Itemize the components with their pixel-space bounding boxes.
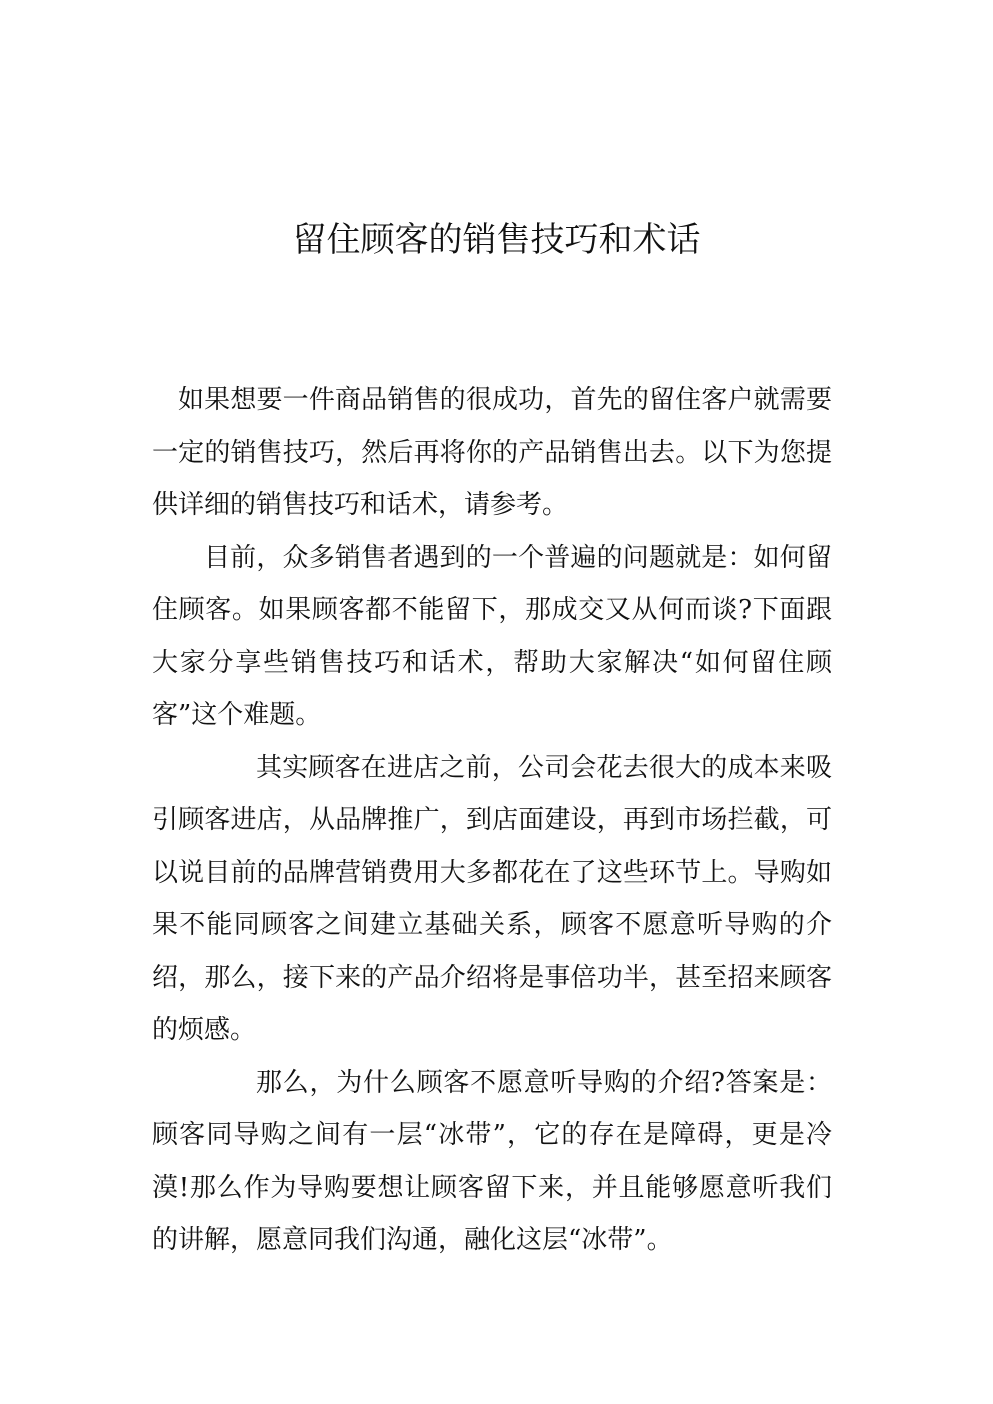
paragraph-cost: 其实顾客在进店之前，公司会花去很大的成本来吸引顾客进店，从品牌推广，到店面建设，再到市场拦截，可以说目前的品牌营销费用大多都花在了这些环节上。导购如果不能同顾客之间建立基础关系，顾客不愿意听导购的介绍，那么，接下来的产品介绍将是事倍功半，甚至招来顾客的烦感。 <box>152 752 832 1045</box>
paragraph-intro: 如果想要一件商品销售的很成功，首先的留住客户就需要一定的销售技巧，然后再将你的产品销售出去。以下为您提供详细的销售技巧和话术，请参考。 <box>152 385 832 520</box>
paragraph-problem: 目前，众多销售者遇到的一个普遍的问题就是：如何留住顾客。如果顾客都不能留下，那成交又从何而谈?下面跟大家分享些销售技巧和话术，帮助大家解决“如何留住顾客”这个难题。 <box>152 542 832 730</box>
document-body <box>152 374 832 1267</box>
document-title: 留住顾客的销售技巧和术话 <box>292 220 701 260</box>
paragraph-ice-band: 那么，为什么顾客不愿意听导购的介绍?答案是：顾客同导购之间有一层“冰带”，它的存在是障碍，更是冷漠!那么作为导购要想让顾客留下来，并且能够愿意听我们的讲解，愿意同我们沟通，融化这层“冰带”。 <box>152 1067 832 1255</box>
